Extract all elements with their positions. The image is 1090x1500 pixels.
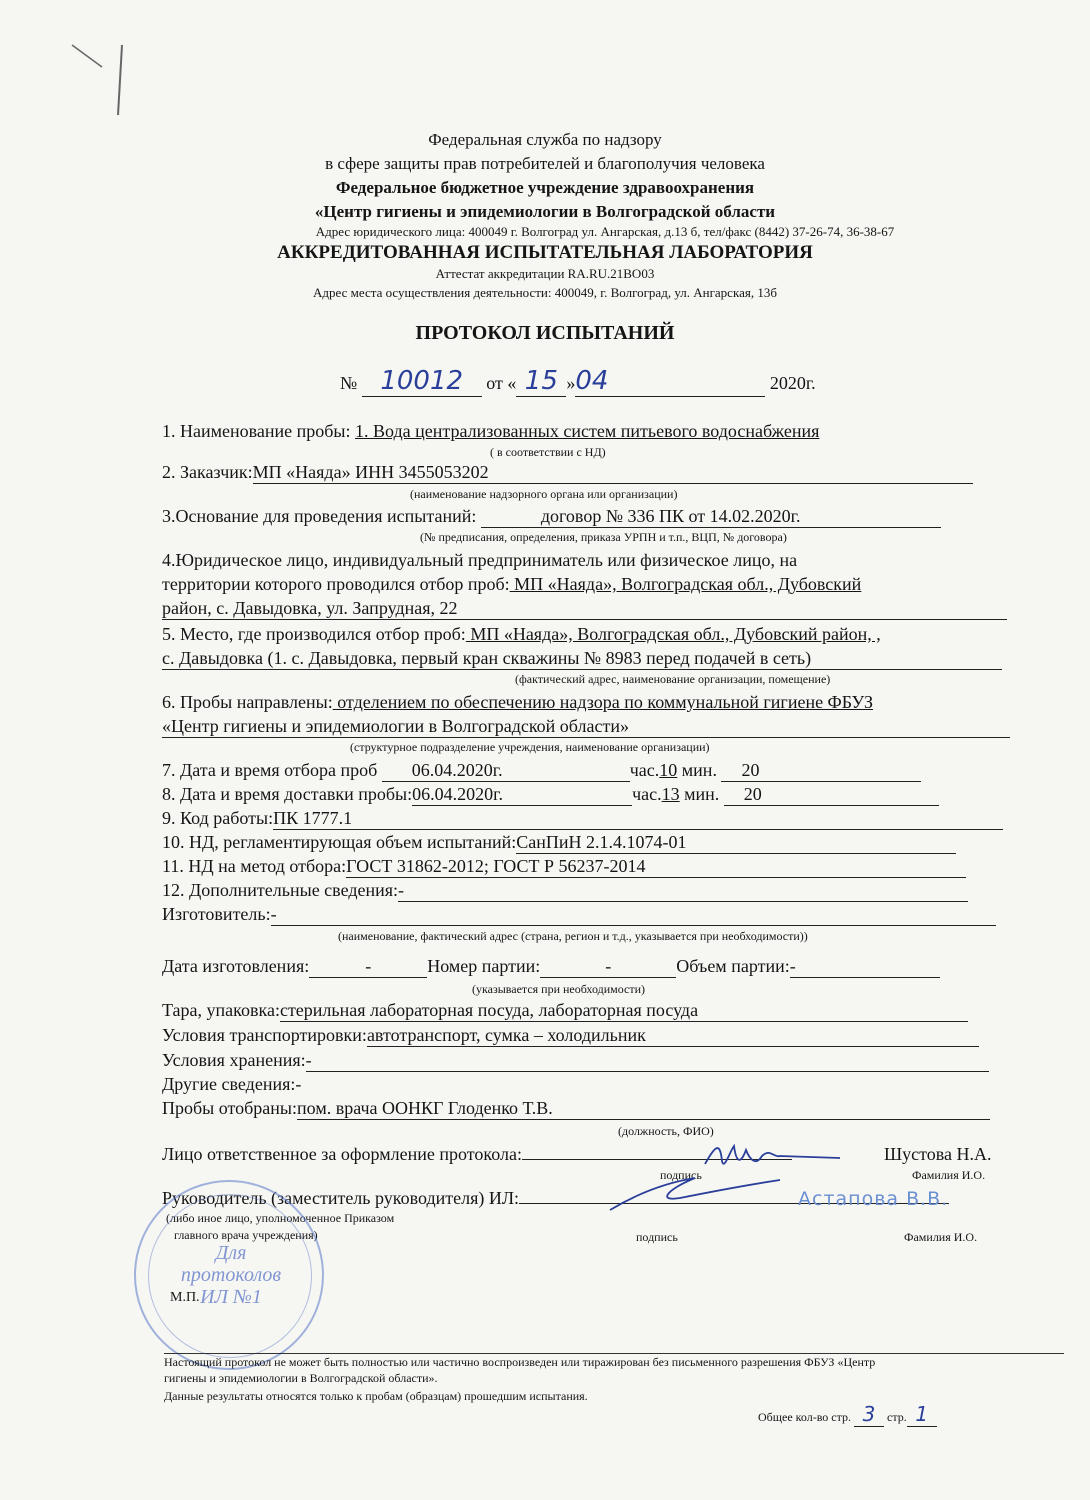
field-note: (указывается при необходимости) <box>472 982 646 996</box>
protocol-year: 2020г. <box>769 373 816 393</box>
field-note: (фактический адрес, наименование организации, помещение) <box>515 672 831 686</box>
field-minute: 20 <box>743 784 762 804</box>
head-signature-note: подпись <box>636 1230 678 1244</box>
field-manufacture-date: - <box>365 956 372 976</box>
protocol-from-label: от « <box>486 373 517 393</box>
field-value: автотранспорт, сумка – холодильник <box>366 1025 646 1045</box>
header-activity-address: Адрес места осуществления деятельности: 400049, г. Волгоград, ул. Ангарская, 13б <box>313 285 777 300</box>
page-counter <box>758 1402 937 1427</box>
field-value: - <box>398 880 405 900</box>
field-transport <box>162 1025 1020 1047</box>
field-value: район, с. Давыдовка, ул. Запрудная, 22 <box>162 598 458 618</box>
footer-note: гигиены и эпидемиологии в Волгоградской области». <box>164 1371 438 1385</box>
responsible-signature-line <box>162 1144 1020 1165</box>
stamp-text: Для <box>215 1242 247 1264</box>
field-value: - <box>270 904 277 924</box>
field-label: 6. Пробы направлены: <box>162 692 333 712</box>
field-work-code <box>162 808 1020 830</box>
field-note: (наименование, фактический адрес (страна, регион и т.д., указывается при необходимости)) <box>338 929 808 943</box>
footer-note: Настоящий протокол не может быть полностью или частично воспроизведен или тиражирован без письменного разрешения ФБУЗ «Центр <box>164 1355 876 1369</box>
field-hour: 13 <box>661 784 680 804</box>
field-batch-volume: - <box>789 956 796 976</box>
field-legal-entity-line2 <box>162 574 1020 595</box>
field-label: 9. Код работы: <box>162 808 274 828</box>
field-value: ПК 1777.1 <box>273 808 353 828</box>
field-value: МП «Наяда», Волгоградская обл., Дубовский <box>509 574 862 594</box>
field-sample-name <box>162 421 1020 442</box>
protocol-number: 10012 <box>380 366 464 396</box>
field-label: 8. Дата и время доставки пробы: <box>162 784 413 804</box>
field-value: с. Давыдовка (1. с. Давыдовка, первый кран скважины № 8983 перед подачей в сеть) <box>162 648 812 668</box>
field-hour: 10 <box>659 760 678 780</box>
batch-label: Номер партии: <box>427 956 541 976</box>
protocol-month: 04 <box>575 366 609 396</box>
pages-total: 3 <box>862 1402 876 1426</box>
field-manufacturer <box>162 904 1020 926</box>
field-additional-info <box>162 880 1020 902</box>
field-delivery-datetime <box>162 784 1020 806</box>
field-legal-entity-line3 <box>162 598 1020 620</box>
field-label: Изготовитель: <box>162 904 271 924</box>
field-value: МП «Наяда» ИНН 3455053202 <box>252 462 489 482</box>
handwritten-signature-icon <box>700 1136 850 1176</box>
head-label: Руководитель (заместитель руководителя) ИЛ: <box>162 1188 520 1208</box>
responsible-signature-note: подпись <box>660 1168 702 1182</box>
field-value: договор № 336 ПК от 14.02.2020г. <box>540 506 801 526</box>
field-value: отделением по обеспечению надзора по коммунальной гигиене ФБУЗ <box>332 692 874 712</box>
field-note: (наименование надзорного органа или организации) <box>410 487 678 501</box>
protocol-number-line <box>340 366 816 397</box>
field-sampling-datetime <box>162 760 1020 782</box>
responsible-label: Лицо ответственное за оформление протокола: <box>162 1144 522 1164</box>
field-note: ( в соответствии с НД) <box>490 445 606 459</box>
protocol-no-label: № <box>340 373 358 393</box>
field-label: Условия хранения: <box>162 1050 306 1070</box>
field-label: 1. Наименование пробы: <box>162 421 351 441</box>
head-stamp-name: Астапова В.В. <box>798 1188 949 1210</box>
head-signature-icon <box>600 1172 800 1217</box>
page-label: стр. <box>887 1410 907 1424</box>
protocol-day: 15 <box>524 366 558 396</box>
field-value: «Центр гигиены и эпидемиологии в Волгоградской области» <box>162 716 629 736</box>
field-value: СанПиН 2.1.4.1074-01 <box>516 832 687 852</box>
stamp-text: протоколов <box>180 1264 282 1286</box>
header-agency: Федеральная служба по надзору <box>428 130 662 149</box>
footer-note: Данные результаты относятся только к пробам (образцам) прошедшим испытания. <box>164 1389 588 1403</box>
head-note: главного врача учреждения) <box>174 1228 318 1242</box>
hour-label: час. <box>632 784 662 804</box>
field-date: 06.04.2020г. <box>411 760 503 780</box>
volume-label: Объем партии: <box>676 956 790 976</box>
stamp-text: ИЛ №1 <box>200 1286 262 1308</box>
seal-place-label: М.П. <box>170 1290 200 1305</box>
field-basis <box>162 506 1020 528</box>
field-minute: 20 <box>741 760 760 780</box>
field-label: Пробы отобраны: <box>162 1098 298 1118</box>
field-batch-info <box>162 956 1020 978</box>
field-legal-entity-line1: 4.Юридическое лицо, индивидуальный предприниматель или физическое лицо, на <box>162 550 798 570</box>
field-storage <box>162 1050 1020 1072</box>
header-agency-sub: в сфере защиты прав потребителей и благополучия человека <box>325 154 765 173</box>
field-test-nd <box>162 832 1020 854</box>
field-label: 11. НД на метод отбора: <box>162 856 347 876</box>
field-label: 7. Дата и время отбора проб <box>162 760 378 780</box>
field-value: МП «Наяда», Волгоградская обл., Дубовский район, , <box>465 624 881 644</box>
field-batch-number: - <box>605 956 612 976</box>
field-sent-by <box>162 692 1020 713</box>
page-current: 1 <box>915 1402 929 1426</box>
field-sent-by-line2 <box>162 716 1020 738</box>
field-value: - <box>305 1050 312 1070</box>
field-sampled-by <box>162 1098 1020 1120</box>
field-sampling-place-line2 <box>162 648 1020 670</box>
head-name-note: Фамилия И.О. <box>904 1230 978 1244</box>
minute-label: мин. <box>681 760 717 780</box>
field-label: 12. Дополнительные сведения: <box>162 880 399 900</box>
header-institution: Федеральное бюджетное учреждение здравоохранения <box>335 178 755 197</box>
footer-divider <box>164 1353 1064 1354</box>
header-center: «Центр гигиены и эпидемиологии в Волгоградской области <box>314 202 776 221</box>
protocol-quote-close: » <box>566 373 576 393</box>
field-label: Условия транспортировки: <box>162 1025 367 1045</box>
field-label: 5. Место, где производился отбор проб: <box>162 624 466 644</box>
field-value: пом. врача ООНКГ Глоденко Т.В. <box>297 1098 553 1118</box>
field-sampling-nd <box>162 856 1020 878</box>
corner-mark-icon <box>70 35 140 125</box>
hour-label: час. <box>629 760 660 780</box>
field-value: стерильная лабораторная посуда, лабораторная посуда <box>279 1000 699 1020</box>
responsible-name: Шустова Н.А. <box>884 1144 992 1164</box>
minute-label: мин. <box>684 784 720 804</box>
field-customer <box>162 462 1020 484</box>
field-label: Тара, упаковка: <box>162 1000 280 1020</box>
responsible-name-note: Фамилия И.О. <box>912 1168 986 1182</box>
field-note: (№ предписания, определения, приказа УРПН и т.п., ВЦП, № договора) <box>420 530 787 544</box>
field-label: территории которого проводился отбор проб: <box>162 574 510 594</box>
field-note: (структурное подразделение учреждения, наименование организации) <box>350 740 710 754</box>
field-label: 2. Заказчик: <box>162 462 253 482</box>
pages-total-label: Общее кол-во стр. <box>758 1410 852 1424</box>
header-accreditation: Аттестат аккредитации RA.RU.21ВО03 <box>435 266 655 281</box>
field-sampling-place <box>162 624 1020 645</box>
field-note: (должность, ФИО) <box>618 1124 714 1138</box>
round-stamp <box>134 1180 324 1370</box>
field-date: 06.04.2020г. <box>412 784 503 804</box>
field-value: 1. Вода централизованных систем питьевого водоснабжения <box>355 421 820 441</box>
header-lab: АККРЕДИТОВАННАЯ ИСПЫТАТЕЛЬНАЯ ЛАБОРАТОРИЯ <box>277 242 813 263</box>
field-value: ГОСТ 31862-2012; ГОСТ Р 56237-2014 <box>346 856 646 876</box>
field-label: 10. НД, регламентирующая объем испытаний: <box>162 832 517 852</box>
field-other-info: Другие сведения:- <box>162 1074 302 1094</box>
head-note: (либо иное лицо, уполномоченное Приказом <box>166 1211 395 1225</box>
field-packaging <box>162 1000 1020 1022</box>
protocol-title: ПРОТОКОЛ ИСПЫТАНИЙ <box>415 322 675 344</box>
field-label: 3.Основание для проведения испытаний: <box>162 506 477 526</box>
field-label: Дата изготовления: <box>162 956 310 976</box>
header-address: Адрес юридического лица: 400049 г. Волгоград ул. Ангарская, д.13 б, тел/факс (8442) 37-26-74, 36-38-67 <box>315 224 895 239</box>
